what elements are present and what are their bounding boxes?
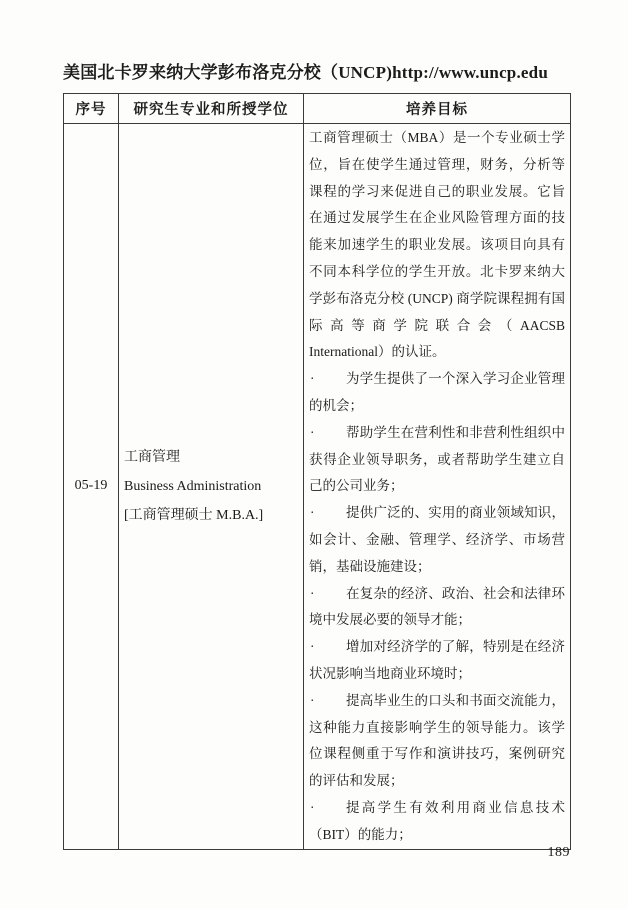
objective-bullet — [309, 688, 565, 795]
program-number-cell: 05-19 — [64, 124, 119, 850]
table-row — [64, 124, 571, 850]
header-program: 研究生专业和所授学位 — [119, 94, 304, 124]
objective-bullet — [309, 500, 565, 580]
page-title: 美国北卡罗来纳大学彭布洛克分校（UNCP)http://www.uncp.edu — [63, 63, 548, 82]
program-name-en: Business Administration — [124, 478, 262, 494]
objective-text: 提供广泛的、实用的商业领域知识，如会计、金融、管理学、经济学、市场营销，基础设施建设； — [309, 505, 565, 574]
bullet-dot-icon: · — [310, 692, 315, 708]
objective-text: 帮助学生在营利性和非营利性组织中获得企业领导职务，或者帮助学生建立自己的公司业务； — [309, 424, 565, 494]
objective-text: 提高毕业生的口头和书面交流能力，这种能力直接影响学生的领导能力。该学位课程侧重于写作和演讲技巧，案例研究的评估和发展； — [309, 692, 565, 789]
objectives-intro: 工商管理硕士（MBA）是一个专业硕士学位，旨在使学生通过管理，财务，分析等课程的学习来促进自己的职业发展。它旨在通过发展学生在企业风险管理方面的技能来加速学生的职业发展。该项目向具有不同本科学位的学生开放。北卡罗来纳大学彭布洛克分校 (UNCP) 商学院课程拥有国际高等商学院联合会（AACSB International）的认证。 — [309, 130, 565, 360]
bullet-dot-icon: · — [310, 639, 315, 655]
bullet-dot-icon: · — [310, 799, 315, 815]
objective-text: 为学生提供了一个深入学习企业管理的机会； — [309, 371, 565, 413]
objective-text: 在复杂的经济、政治、社会和法律环境中发展必要的领导才能； — [309, 585, 565, 628]
objective-text: 提高学生有效利用商业信息技术（BIT）的能力； — [309, 799, 565, 842]
program-name-cn: 工商管理 — [124, 449, 180, 465]
header-number: 序号 — [64, 94, 119, 124]
objective-text: 增加对经济学的了解，特别是在经济状况影响当地商业环境时； — [309, 639, 565, 681]
program-table — [63, 93, 571, 850]
objective-bullet — [309, 581, 565, 635]
objective-bullet — [309, 420, 565, 500]
page-number: 189 — [547, 845, 570, 860]
bullet-dot-icon: · — [310, 505, 315, 521]
objective-bullet — [309, 795, 565, 849]
header-objectives: 培养目标 — [304, 94, 571, 124]
program-degree: [工商管理硕士 M.B.A.] — [124, 507, 264, 523]
bullet-dot-icon: · — [310, 371, 315, 387]
bullet-dot-icon: · — [310, 424, 315, 440]
objective-bullet — [309, 366, 565, 420]
bullet-dot-icon: · — [310, 585, 315, 601]
objectives-cell — [304, 124, 571, 850]
objective-bullet — [309, 634, 565, 688]
program-name-cell — [119, 124, 304, 850]
table-header-row — [64, 94, 571, 124]
